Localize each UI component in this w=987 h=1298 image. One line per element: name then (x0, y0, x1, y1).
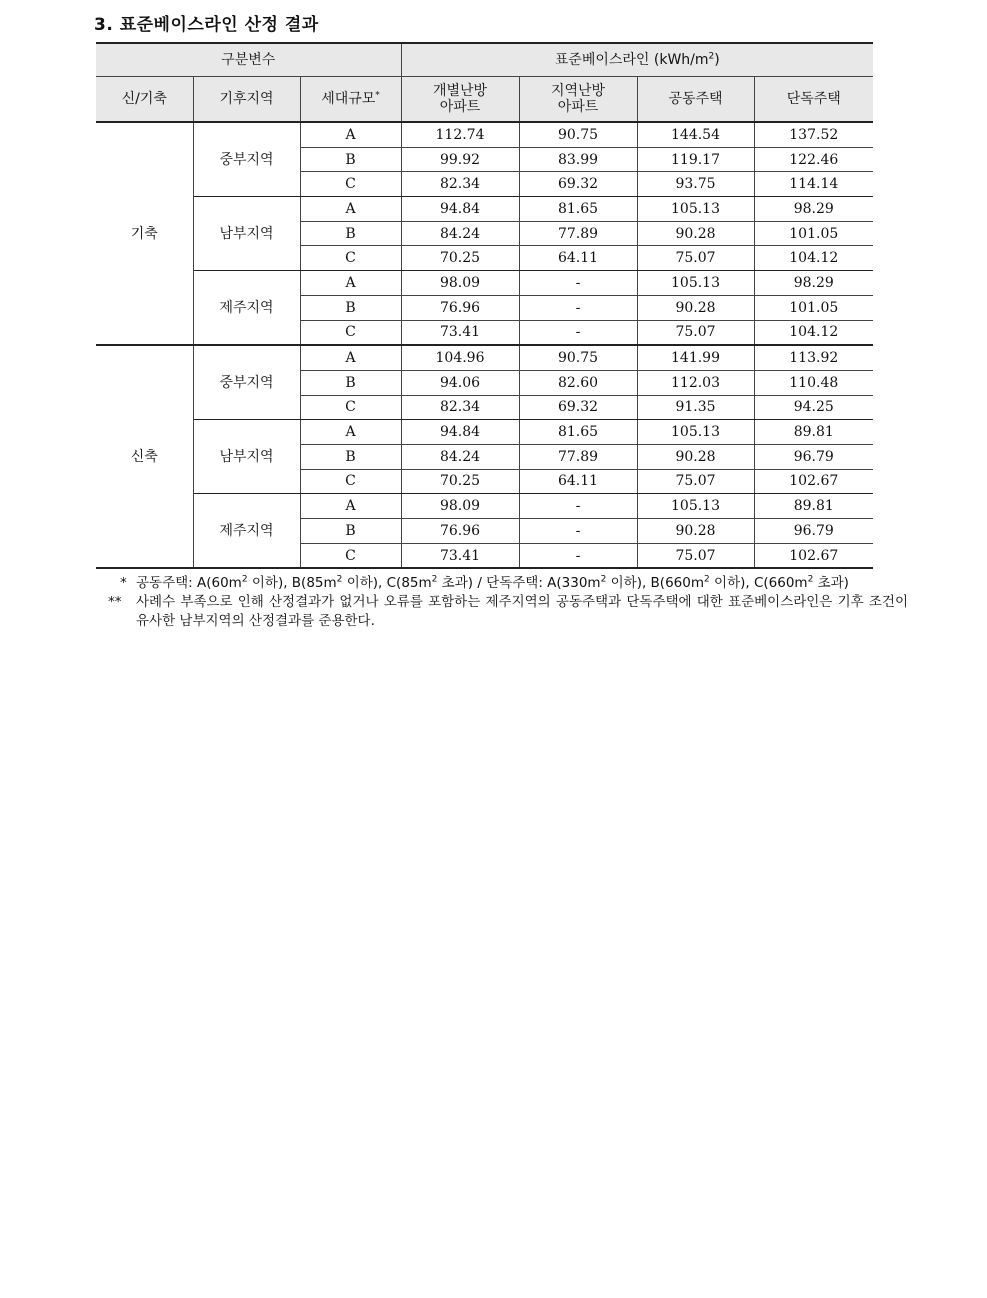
cell-value: 77.89 (519, 444, 637, 469)
cell-value: 98.29 (754, 271, 873, 296)
cell-value: 119.17 (637, 147, 754, 172)
cell-climate-zone: 제주지역 (193, 494, 300, 569)
header-new-existing: 신/기축 (96, 77, 193, 123)
cell-household-size: A (300, 122, 401, 147)
cell-value: 64.11 (519, 246, 637, 271)
cell-value: 91.35 (637, 395, 754, 420)
table-row (96, 345, 873, 370)
cell-value: 70.25 (401, 246, 519, 271)
header-climate-zone: 기후지역 (193, 77, 300, 123)
cell-value: 76.96 (401, 295, 519, 320)
header-district-heating-apt: 지역난방 아파트 (519, 77, 637, 123)
cell-value: 90.28 (637, 444, 754, 469)
header-baseline: 표준베이스라인 $(kWh/m^2)$ (401, 43, 873, 77)
cell-household-size: A (300, 494, 401, 519)
cell-value: 82.34 (401, 172, 519, 197)
cell-value: 105.13 (637, 420, 754, 445)
cell-value: 105.13 (637, 271, 754, 296)
footnote-2: ** 사례수 부족으로 인해 산정결과가 없거나 오류를 포함하는 제주지역의 공동주택과 단독주택에 대한 표준베이스라인은 기후 조건이 유사한 남부지역의 산정결과를 준용한다. (108, 594, 908, 629)
cell-value: 141.99 (637, 345, 754, 370)
cell-value: 144.54 (637, 122, 754, 147)
cell-value: 75.07 (637, 469, 754, 494)
cell-value: 70.25 (401, 469, 519, 494)
cell-value: 96.79 (754, 444, 873, 469)
cell-value: 114.14 (754, 172, 873, 197)
cell-household-size: C (300, 320, 401, 345)
baseline-table (96, 42, 873, 569)
cell-value: 101.05 (754, 295, 873, 320)
cell-climate-zone: 남부지역 (193, 420, 300, 494)
cell-value: 83.99 (519, 147, 637, 172)
cell-value: - (519, 494, 637, 519)
cell-value: 89.81 (754, 420, 873, 445)
cell-value: - (519, 295, 637, 320)
header-household-size: 세대규모* (300, 77, 401, 123)
cell-value: 122.46 (754, 147, 873, 172)
cell-value: 81.65 (519, 420, 637, 445)
cell-climate-zone: 제주지역 (193, 271, 300, 346)
cell-value: 98.09 (401, 494, 519, 519)
cell-value: 76.96 (401, 519, 519, 544)
cell-household-size: C (300, 395, 401, 420)
cell-household-size: B (300, 444, 401, 469)
table-body (96, 122, 873, 568)
cell-value: 89.81 (754, 494, 873, 519)
cell-value: 98.29 (754, 197, 873, 222)
table-row (96, 122, 873, 147)
cell-value: 90.75 (519, 122, 637, 147)
cell-value: - (519, 543, 637, 568)
cell-value: - (519, 320, 637, 345)
cell-value: 75.07 (637, 320, 754, 345)
cell-climate-zone: 남부지역 (193, 197, 300, 271)
cell-value: 94.84 (401, 420, 519, 445)
cell-value: - (519, 519, 637, 544)
cell-household-size: B (300, 519, 401, 544)
cell-value: 101.05 (754, 221, 873, 246)
header-individual-heating-apt: 개별난방 아파트 (401, 77, 519, 123)
cell-value: 99.92 (401, 147, 519, 172)
cell-value: 73.41 (401, 543, 519, 568)
cell-value: 137.52 (754, 122, 873, 147)
section-title: 3. 표준베이스라인 산정 결과 (94, 15, 319, 35)
cell-household-size: A (300, 345, 401, 370)
cell-value: 94.06 (401, 370, 519, 395)
cell-new-existing: 신축 (96, 345, 193, 568)
cell-value: 110.48 (754, 370, 873, 395)
cell-value: 82.60 (519, 370, 637, 395)
cell-value: 93.75 (637, 172, 754, 197)
cell-value: 104.96 (401, 345, 519, 370)
cell-household-size: A (300, 271, 401, 296)
cell-value: 104.12 (754, 320, 873, 345)
table-row (96, 494, 873, 519)
cell-climate-zone: 중부지역 (193, 345, 300, 420)
cell-value: 105.13 (637, 197, 754, 222)
cell-value: 90.28 (637, 295, 754, 320)
cell-value: 102.67 (754, 469, 873, 494)
cell-value: 105.13 (637, 494, 754, 519)
header-group-vars: 구분변수 (96, 43, 401, 77)
cell-household-size: B (300, 147, 401, 172)
cell-household-size: B (300, 295, 401, 320)
cell-household-size: C (300, 469, 401, 494)
cell-value: 113.92 (754, 345, 873, 370)
header-multi-family: 공동주택 (637, 77, 754, 123)
cell-value: 75.07 (637, 543, 754, 568)
cell-value: 84.24 (401, 444, 519, 469)
cell-value: 82.34 (401, 395, 519, 420)
cell-value: 96.79 (754, 519, 873, 544)
cell-value: 90.28 (637, 221, 754, 246)
cell-value: 64.11 (519, 469, 637, 494)
cell-household-size: B (300, 370, 401, 395)
cell-value: 102.67 (754, 543, 873, 568)
footnote-1: * 공동주택: $A(60m^2$ 이하), $B(85m^2$ 이하), $C(85m^2$ 초과) / 단독주택: $A(330m^2$ 이하), $B(660m^2$ 이하), $C(660m^2$ 초과) (120, 574, 849, 591)
cell-climate-zone: 중부지역 (193, 122, 300, 197)
table-row (96, 197, 873, 222)
cell-value: 112.03 (637, 370, 754, 395)
cell-value: 69.32 (519, 172, 637, 197)
cell-household-size: C (300, 246, 401, 271)
cell-value: 104.12 (754, 246, 873, 271)
cell-value: 84.24 (401, 221, 519, 246)
cell-value: 73.41 (401, 320, 519, 345)
cell-value: 98.09 (401, 271, 519, 296)
cell-value: 94.84 (401, 197, 519, 222)
cell-value: 81.65 (519, 197, 637, 222)
cell-value: 112.74 (401, 122, 519, 147)
cell-value: 69.32 (519, 395, 637, 420)
cell-household-size: A (300, 420, 401, 445)
cell-value: 75.07 (637, 246, 754, 271)
cell-value: 77.89 (519, 221, 637, 246)
cell-value: 94.25 (754, 395, 873, 420)
cell-value: 90.75 (519, 345, 637, 370)
cell-household-size: B (300, 221, 401, 246)
cell-new-existing: 기축 (96, 122, 193, 345)
cell-value: 90.28 (637, 519, 754, 544)
table-row (96, 420, 873, 445)
cell-value: - (519, 271, 637, 296)
cell-household-size: C (300, 543, 401, 568)
header-detached: 단독주택 (754, 77, 873, 123)
footnotes (108, 574, 908, 631)
cell-household-size: C (300, 172, 401, 197)
cell-household-size: A (300, 197, 401, 222)
table-row (96, 271, 873, 296)
